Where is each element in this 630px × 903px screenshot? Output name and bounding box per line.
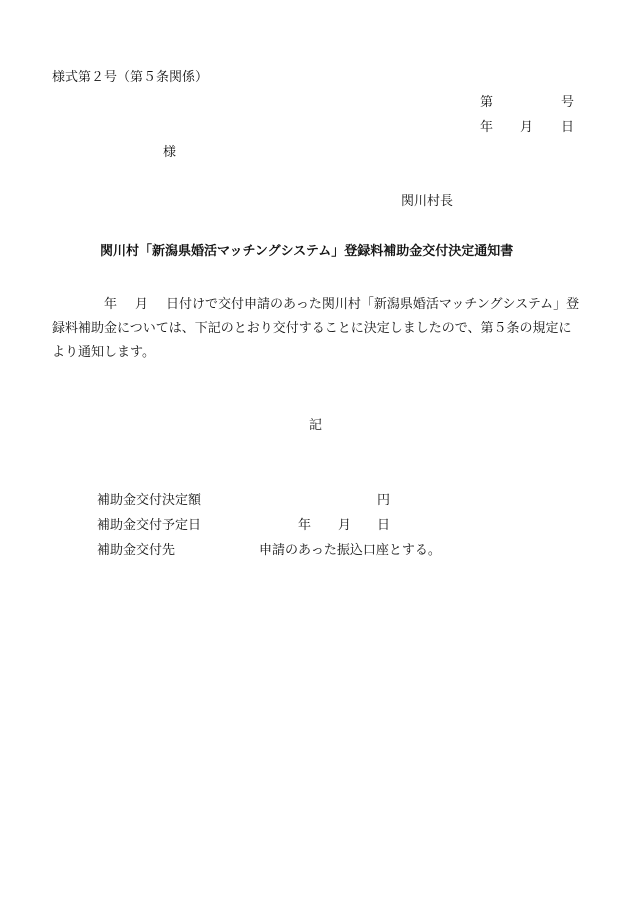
doc-number-prefix: 第	[480, 95, 494, 110]
issuer-name: 関川村長	[401, 194, 454, 209]
addressee-honorific: 様	[163, 145, 177, 160]
doc-number-suffix: 号	[561, 95, 575, 110]
form-number: 様式第２号（第５条関係）	[52, 70, 209, 85]
date-day: 日	[561, 120, 575, 135]
item-decision-amount-label: 補助金交付決定額	[97, 493, 202, 508]
body-paragraph	[52, 293, 580, 365]
document-title: 関川村「新潟県婚活マッチングシステム」登録料補助金交付決定通知書	[100, 244, 514, 259]
body-text: 日付けで交付申請のあった関川村「新潟県婚活マッチングシステム」登録料補助金については、下記のとおり交付することに決定しましたので、第５条の規定により通知します。	[52, 297, 580, 360]
item-recipient-label: 補助金交付先	[97, 543, 176, 558]
item-scheduled-date-year: 年	[298, 518, 312, 533]
date-month: 月	[520, 120, 534, 135]
body-month: 月	[135, 297, 149, 312]
item-scheduled-date-day: 日	[377, 518, 391, 533]
ki-label: 記	[309, 418, 323, 433]
date-year: 年	[480, 120, 494, 135]
item-recipient-value: 申請のあった振込口座とする。	[259, 543, 441, 558]
item-scheduled-date-month: 月	[338, 518, 352, 533]
body-year: 年	[104, 297, 118, 312]
item-decision-amount-unit: 円	[377, 493, 391, 508]
item-scheduled-date-label: 補助金交付予定日	[97, 518, 202, 533]
